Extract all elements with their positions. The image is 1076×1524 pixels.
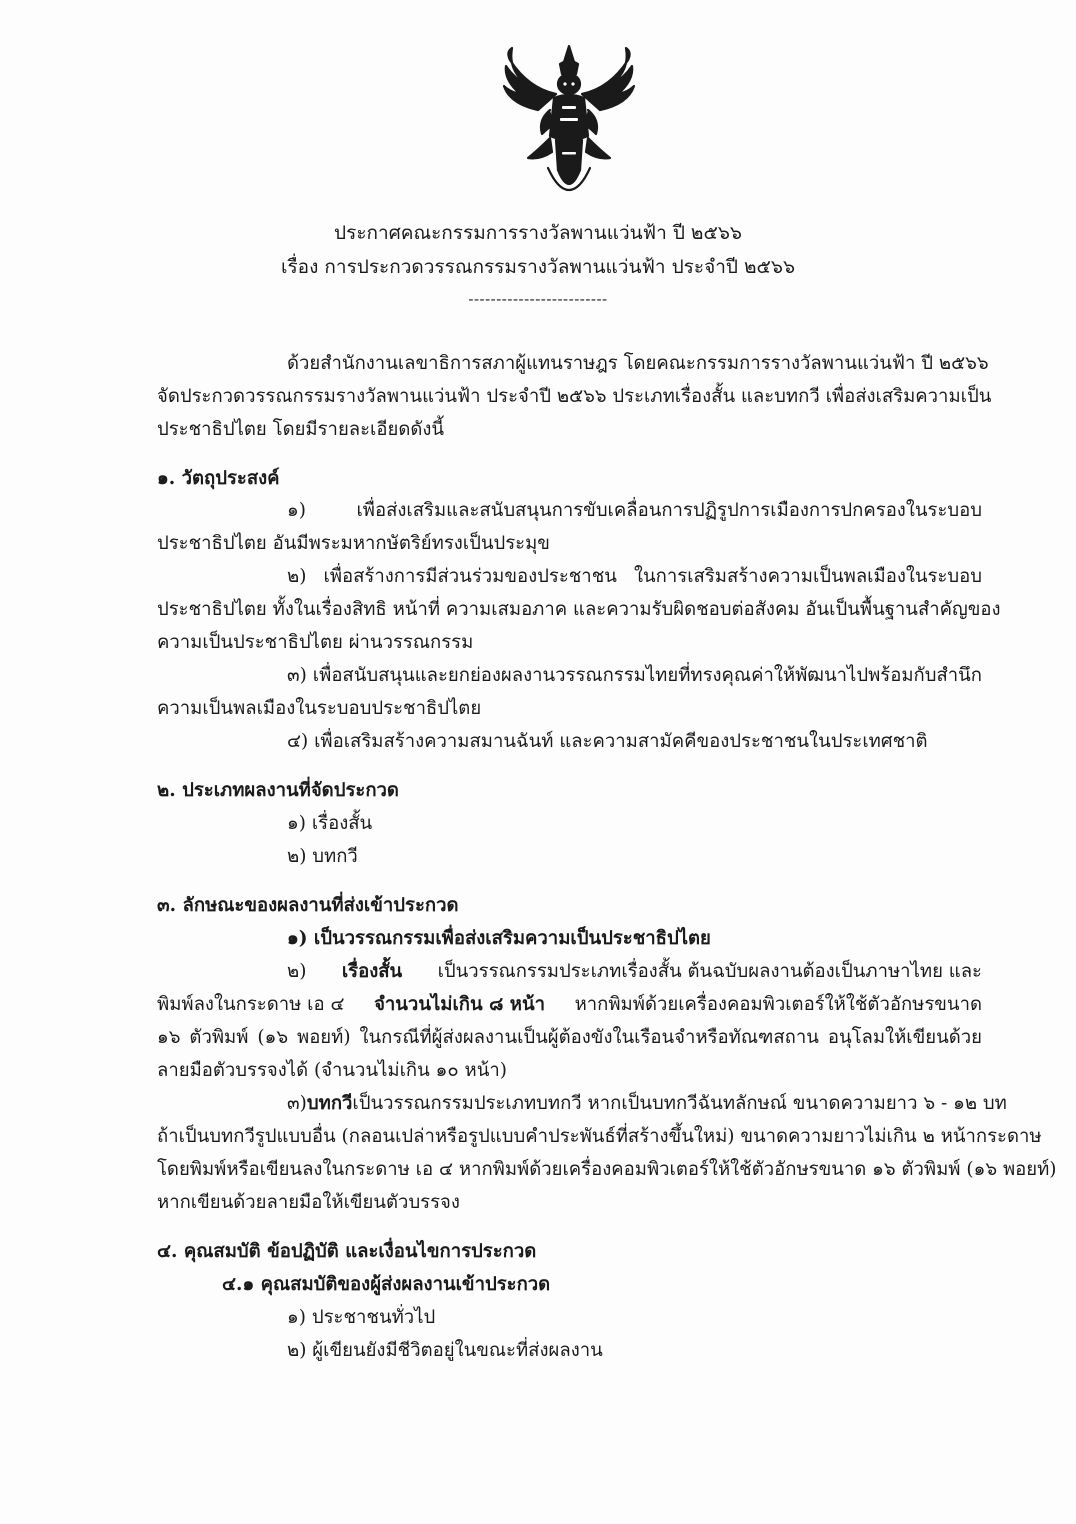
section-2-item-2: ๒) บทกวี [287, 846, 358, 867]
section-1-item-2: ๒) เพื่อสร้างการมีส่วนร่วมของประชาชน ในการเสริมสร้างความเป็นพลเมืองในระบอบ [287, 566, 982, 587]
section-3-item-2-cont-3: ลายมือตัวบรรจงได้ (จำนวนไม่เกิน ๑๐ หน้า) [157, 1060, 508, 1081]
section-1-item-1-cont: ประชาธิปไตย อันมีพระมหากษัตริย์ทรงเป็นประมุข [157, 533, 550, 554]
section-1-item-2-cont-2: ความเป็นประชาธิปไตย ผ่านวรรณกรรม [157, 632, 474, 653]
section-1-item-4: ๔) เพื่อเสริมสร้างความสมานฉันท์ และความสามัคคีของประชาชนในประเทศชาติ [287, 731, 928, 752]
section-3-item-3-number: ๓) [287, 1093, 307, 1114]
section-4-1-heading: ๔.๑ คุณสมบัติของผู้ส่งผลงานเข้าประกวด [222, 1274, 551, 1295]
section-3-item-3-title: บทกวี [306, 1093, 353, 1114]
section-3-item-3-cont-3: หากเขียนด้วยลายมือให้เขียนตัวบรรจง [157, 1192, 460, 1213]
section-3-item-2-cont [157, 990, 982, 1020]
section-3-item-2-cont-2: ๑๖ ตัวพิมพ์ (๑๖ พอยท์) ในกรณีที่ผู้ส่งผลงานเป็นผู้ต้องขังในเรือนจำหรือทัณฑสถาน อนุโลมให้เขียนด้วย [157, 1027, 982, 1048]
section-3-item-2 [287, 957, 982, 987]
section-2-heading: ๒. ประเภทผลงานที่จัดประกวด [157, 780, 399, 801]
announcement-subject: เรื่อง การประกวดวรรณกรรมรางวัลพานแว่นฟ้า ประจำปี ๒๕๖๖ [280, 256, 796, 278]
section-3-item-2-font-note: หากพิมพ์ด้วยเครื่องคอมพิวเตอร์ให้ใช้ตัวอักษรขนาด [574, 994, 982, 1015]
section-4-heading: ๔. คุณสมบัติ ข้อปฏิบัติ และเงื่อนไขการประกวด [157, 1241, 537, 1262]
garuda-emblem-icon [498, 40, 640, 198]
section-3-item-2-title: เรื่องสั้น [341, 961, 403, 982]
section-3-item-3-cont: ถ้าเป็นบทกวีรูปแบบอื่น (กลอนเปล่าหรือรูปแบบคำประพันธ์ที่สร้างขึ้นใหม่) ขนาดความยาวไม่เกิน ๒ หน้ากระดาษ [157, 1126, 1042, 1147]
section-3-item-3-cont-2: โดยพิมพ์หรือเขียนลงในกระดาษ เอ ๔ หากพิมพ์ด้วยเครื่องคอมพิวเตอร์ให้ใช้ตัวอักษรขนาด ๑๖ ตัวพิมพ์ (๑๖ พอยท์) [157, 1159, 1057, 1180]
section-1-item-3: ๓) เพื่อสนับสนุนและยกย่องผลงานวรรณกรรมไทยที่ทรงคุณค่าให้พัฒนาไปพร้อมกับสำนึก [287, 665, 982, 686]
section-3-item-3 [287, 1089, 1007, 1119]
section-3-item-2-number: ๒) [287, 961, 307, 982]
section-3-item-1: ๑) เป็นวรรณกรรมเพื่อส่งเสริมความเป็นประชาธิปไตย [287, 928, 711, 949]
section-1-item-1: ๑) เพื่อส่งเสริมและสนับสนุนการขับเคลื่อนการปฏิรูปการเมืองการปกครองในระบอบ [287, 500, 982, 521]
intro-line-3: ประชาธิปไตย โดยมีรายละเอียดดังนี้ [157, 419, 445, 440]
section-1-heading: ๑. วัตถุประสงค์ [157, 468, 280, 489]
section-1-item-2-cont: ประชาธิปไตย ทั้งในเรื่องสิทธิ หน้าที่ ความเสมอภาค และความรับผิดชอบต่อสังคม อันเป็นพื้นฐานสำคัญของ [157, 599, 1001, 620]
section-1-item-3-cont: ความเป็นพลเมืองในระบอบประชาธิปไตย [157, 698, 482, 719]
announcement-title: ประกาศคณะกรรมการรางวัลพานแว่นฟ้า ปี ๒๕๖๖ [334, 222, 742, 244]
intro-line-1: ด้วยสำนักงานเลขาธิการสภาผู้แทนราษฎร โดยคณะกรรมการรางวัลพานแว่นฟ้า ปี ๒๕๖๖ [287, 353, 989, 374]
section-3-item-3-text: เป็นวรรณกรรมประเภทบทกวี หากเป็นบทกวีฉันทลักษณ์ ขนาดความยาว ๖ - ๑๒ บท [352, 1093, 1007, 1114]
section-3-item-2-page-limit: จำนวนไม่เกิน ๘ หน้า [374, 994, 546, 1015]
section-3-item-2-paper: พิมพ์ลงในกระดาษ เอ ๔ [157, 994, 345, 1015]
intro-line-2: จัดประกวดวรรณกรรมรางวัลพานแว่นฟ้า ประจำปี ๒๕๖๖ ประเภทเรื่องสั้น และบทกวี เพื่อส่งเสริมความเป็น [157, 386, 992, 407]
section-3-item-2-text: เป็นวรรณกรรมประเภทเรื่องสั้น ต้นฉบับผลงานต้องเป็นภาษาไทย และ [437, 961, 982, 982]
section-2-item-1: ๑) เรื่องสั้น [287, 813, 373, 834]
section-4-1-item-2: ๒) ผู้เขียนยังมีชีวิตอยู่ในขณะที่ส่งผลงาน [287, 1340, 603, 1361]
section-4-1-item-1: ๑) ประชาชนทั่วไป [287, 1307, 436, 1328]
section-3-heading: ๓. ลักษณะของผลงานที่ส่งเข้าประกวด [157, 895, 459, 916]
separator: ------------------------- [468, 290, 608, 308]
